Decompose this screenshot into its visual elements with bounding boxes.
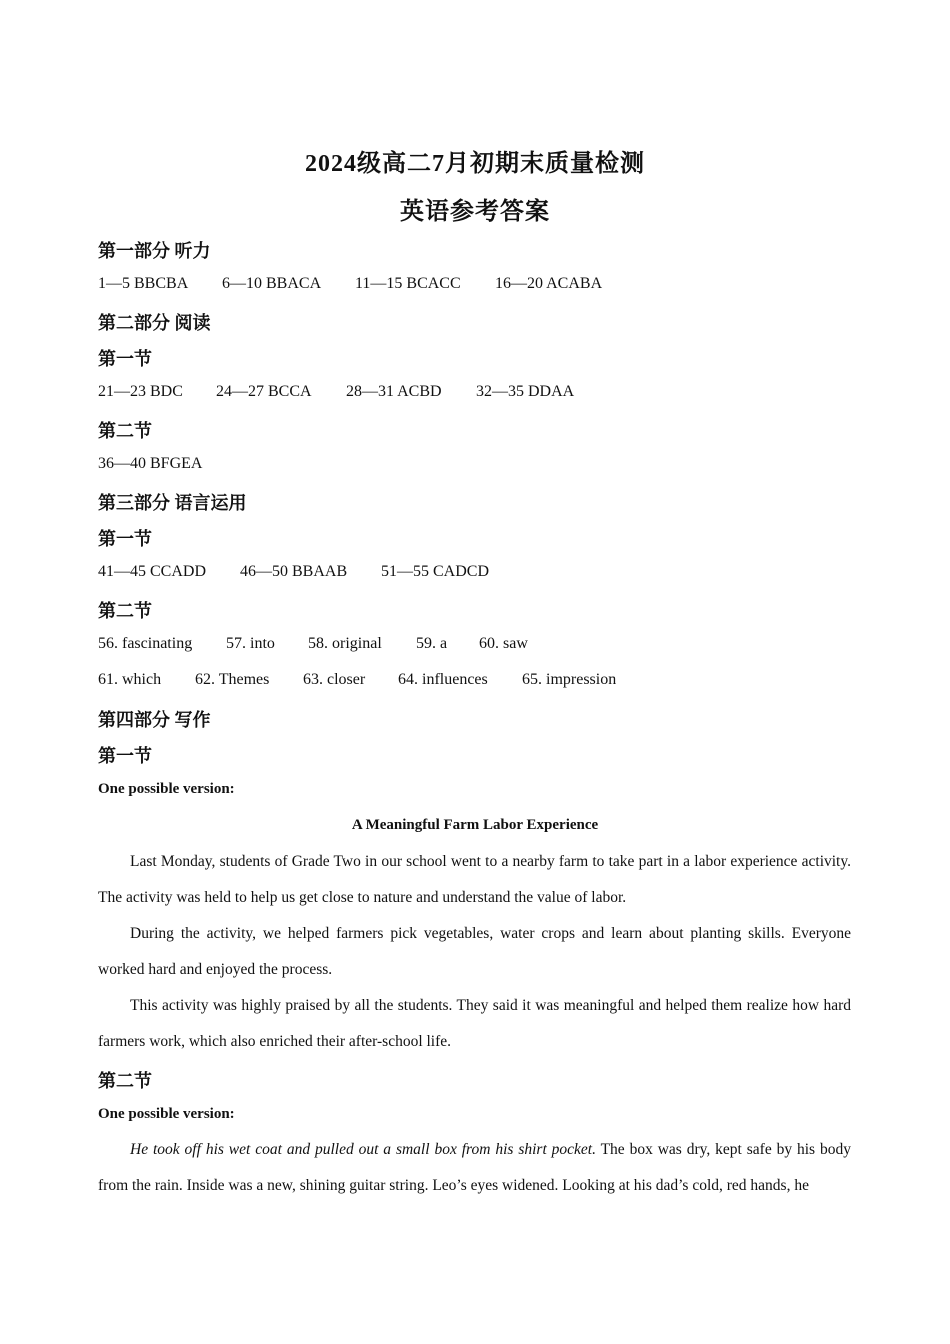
document-subtitle: 英语参考答案: [400, 199, 550, 225]
essay-paragraph: During the activity, we helped farmers pick vegetables, water crops and learn about planting skills. Everyone worked hard and enjoyed the process.: [98, 925, 851, 978]
answer-item: 63. closer: [303, 671, 366, 688]
answer-item: 65. impression: [522, 671, 617, 688]
continuation-paragraph: [98, 1132, 851, 1204]
answer-group: 24—27 BCCA: [216, 383, 312, 400]
part2-heading: 第二部分 阅读: [98, 313, 211, 333]
answer-group: 51—55 CADCD: [381, 563, 490, 580]
document-title: 2024级高二7月初期末质量检测: [305, 151, 645, 177]
answer-item: 57. into: [226, 635, 275, 652]
answer-item: 56. fascinating: [98, 635, 193, 652]
answer-item: 64. influences: [398, 671, 488, 688]
part4-heading: 第四部分 写作: [98, 710, 211, 730]
essay-paragraph: This activity was highly praised by all the students. They said it was meaningful and helped them realize how hard farmers work, which also enriched their after-school life.: [98, 997, 851, 1050]
part1-heading: 第一部分 听力: [98, 241, 211, 261]
part4-section2-heading: 第二节: [98, 1071, 152, 1091]
continuation-text: The box was dry, kept safe by his body from the rain. Inside was a new, shining guitar string. Leo’s eyes widened. Looking at his dad’s cold, red hands, he: [98, 1141, 851, 1194]
part3-section1-heading: 第一节: [98, 529, 152, 549]
answer-group: 6—10 BBACA: [222, 275, 322, 292]
answer-group: 1—5 BBCBA: [98, 275, 189, 292]
part4-section1-heading: 第一节: [98, 746, 152, 766]
part2-section1-heading: 第一节: [98, 349, 152, 369]
answer-item: 59. a: [416, 635, 448, 652]
part3-heading: 第三部分 语言运用: [98, 493, 247, 513]
part3-section2-heading: 第二节: [98, 601, 152, 621]
part2-section2-heading: 第二节: [98, 421, 152, 441]
answer-group: 21—23 BDC: [98, 383, 183, 400]
answer-group: 36—40 BFGEA: [98, 455, 203, 472]
answer-item: 60. saw: [479, 635, 528, 652]
sample-label: One possible version:: [98, 781, 235, 797]
answer-group: 32—35 DDAA: [476, 383, 575, 400]
answer-group: 11—15 BCACC: [355, 275, 461, 292]
given-opening-sentence: He took off his wet coat and pulled out a small box from his shirt pocket.: [130, 1141, 596, 1158]
answer-group: 16—20 ACABA: [495, 275, 603, 292]
essay-paragraph: Last Monday, students of Grade Two in our school went to a nearby farm to take part in a labor experience activity. The activity was held to help us get close to nature and understand the value of labor.: [98, 853, 851, 906]
answer-item: 62. Themes: [195, 671, 270, 688]
answer-group: 28—31 ACBD: [346, 383, 442, 400]
essay-title: A Meaningful Farm Labor Experience: [351, 817, 599, 833]
answer-item: 61. which: [98, 671, 162, 688]
sample-label: One possible version:: [98, 1106, 235, 1122]
answer-group: 46—50 BBAAB: [240, 563, 348, 580]
answer-group: 41—45 CCADD: [98, 563, 207, 580]
answer-item: 58. original: [308, 635, 382, 652]
